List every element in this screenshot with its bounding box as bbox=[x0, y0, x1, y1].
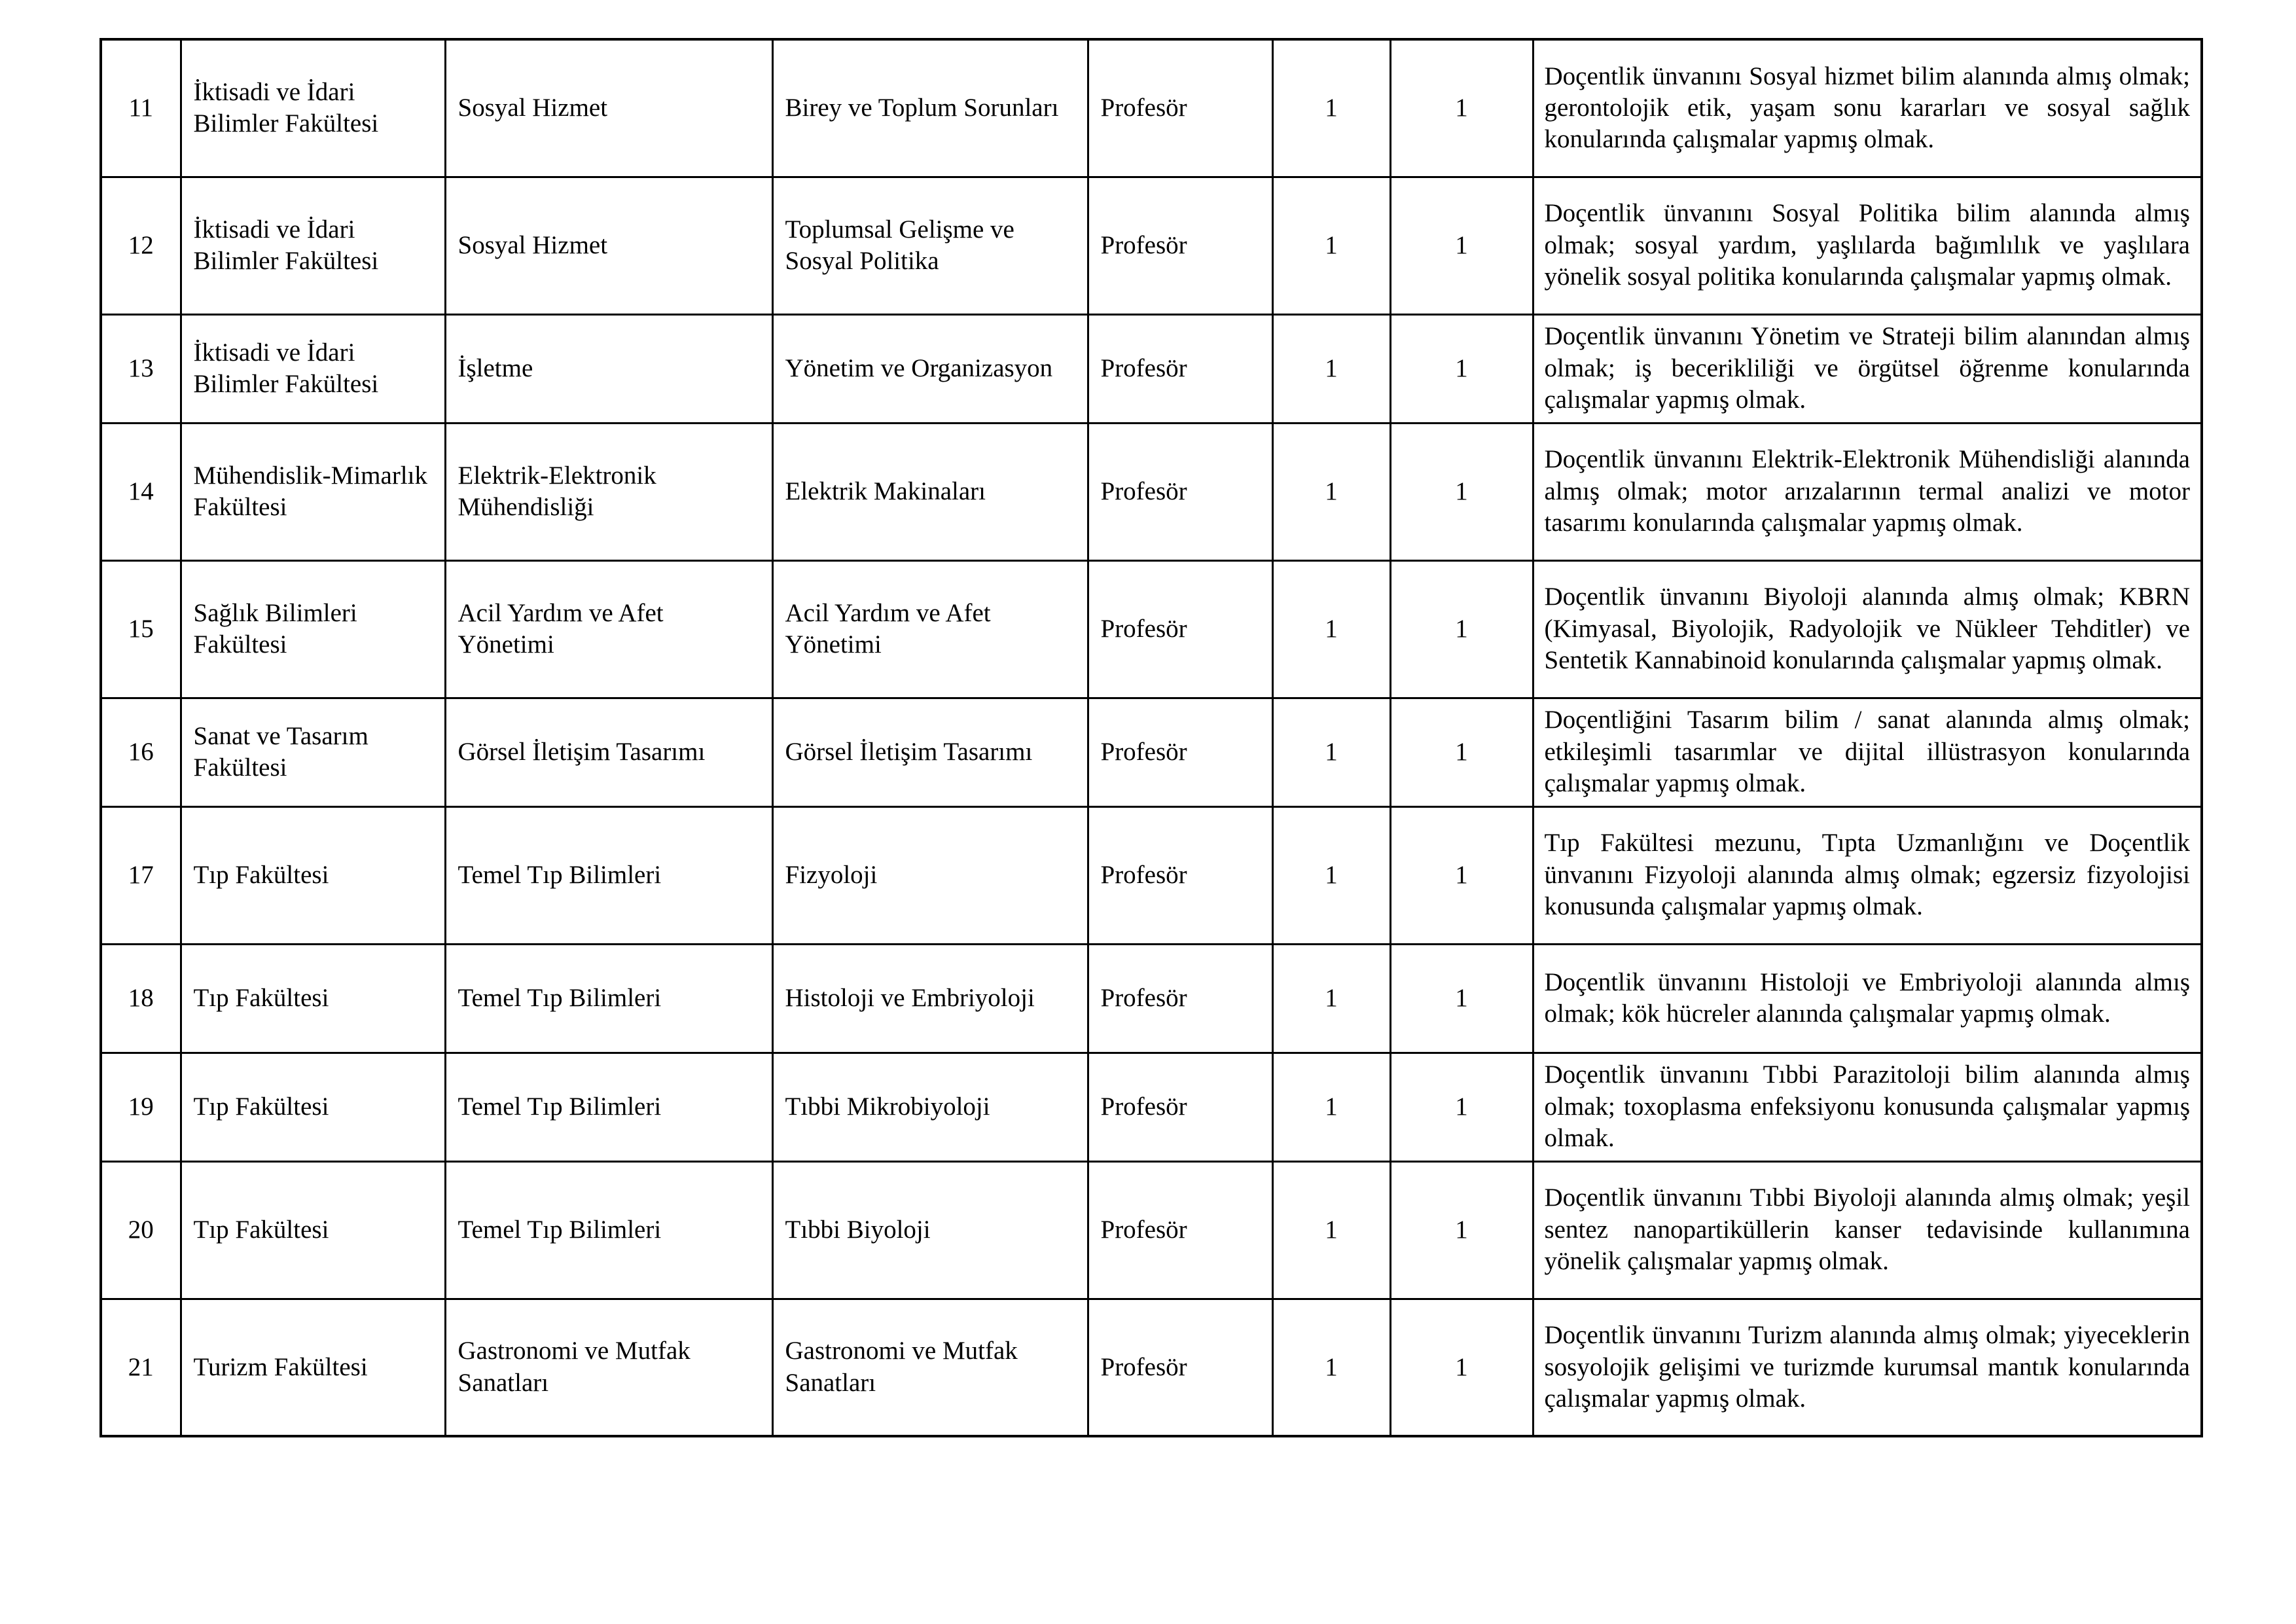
cell-department: Temel Tıp Bilimleri bbox=[445, 1053, 772, 1161]
cell-requirements: Doçentlik ünvanını Histoloji ve Embriyoloji alanında almış olmak; kök hücreler alanında çalışmalar yapmış olmak. bbox=[1533, 944, 2202, 1053]
cell-row-number: 18 bbox=[101, 944, 181, 1053]
cell-title: Profesör bbox=[1088, 560, 1272, 698]
cell-count: 1 bbox=[1390, 560, 1533, 698]
cell-row-number: 12 bbox=[101, 177, 181, 314]
cell-title: Profesör bbox=[1088, 944, 1272, 1053]
cell-requirements: Doçentlik ünvanını Turizm alanında almış olmak; yiyeceklerin sosyolojik gelişimi ve turizmde kurumsal mantık konularında çalışmalar yapmış olmak. bbox=[1533, 1299, 2202, 1436]
cell-requirements: Doçentlik ünvanını Tıbbi Biyoloji alanında almış olmak; yeşil sentez nanopartiküllerin kanser tedavisinde kullanımına yönelik çalışmalar yapmış olmak. bbox=[1533, 1161, 2202, 1299]
cell-title: Profesör bbox=[1088, 39, 1272, 177]
cell-requirements: Doçentlik ünvanını Tıbbi Parazitoloji bilim alanında almış olmak; toxoplasma enfeksiyonu konusunda çalışmalar yapmış olmak. bbox=[1533, 1053, 2202, 1161]
table-row bbox=[101, 560, 2202, 698]
cell-department: Görsel İletişim Tasarımı bbox=[445, 698, 772, 806]
cell-row-number: 15 bbox=[101, 560, 181, 698]
cell-department: Elektrik-Elektronik Mühendisliği bbox=[445, 423, 772, 560]
cell-program: Birey ve Toplum Sorunları bbox=[772, 39, 1088, 177]
cell-program: Histoloji ve Embriyoloji bbox=[772, 944, 1088, 1053]
cell-requirements: Doçentlik ünvanını Yönetim ve Strateji bilim alanından almış olmak; iş becerikliliği ve örgütsel öğrenme konularında çalışmalar yapmış olmak. bbox=[1533, 314, 2202, 423]
cell-faculty: İktisadi ve İdari Bilimler Fakültesi bbox=[181, 39, 445, 177]
table-row bbox=[101, 806, 2202, 944]
cell-program: Görsel İletişim Tasarımı bbox=[772, 698, 1088, 806]
table-row bbox=[101, 423, 2202, 560]
cell-degree: 1 bbox=[1272, 423, 1390, 560]
cell-count: 1 bbox=[1390, 39, 1533, 177]
cell-degree: 1 bbox=[1272, 944, 1390, 1053]
cell-faculty: Tıp Fakültesi bbox=[181, 944, 445, 1053]
cell-faculty: Sanat ve Tasarım Fakültesi bbox=[181, 698, 445, 806]
cell-title: Profesör bbox=[1088, 1053, 1272, 1161]
cell-department: Temel Tıp Bilimleri bbox=[445, 944, 772, 1053]
cell-department: Sosyal Hizmet bbox=[445, 39, 772, 177]
cell-faculty: Mühendislik-Mimarlık Fakültesi bbox=[181, 423, 445, 560]
cell-title: Profesör bbox=[1088, 698, 1272, 806]
cell-count: 1 bbox=[1390, 177, 1533, 314]
table-row bbox=[101, 177, 2202, 314]
cell-faculty: İktisadi ve İdari Bilimler Fakültesi bbox=[181, 314, 445, 423]
cell-degree: 1 bbox=[1272, 314, 1390, 423]
cell-department: Temel Tıp Bilimleri bbox=[445, 1161, 772, 1299]
cell-row-number: 19 bbox=[101, 1053, 181, 1161]
cell-requirements: Doçentlik ünvanını Elektrik-Elektronik Mühendisliği alanında almış olmak; motor arızalarının termal analizi ve motor tasarımı konularında çalışmalar yapmış olmak. bbox=[1533, 423, 2202, 560]
cell-department: Gastronomi ve Mutfak Sanatları bbox=[445, 1299, 772, 1436]
table-row bbox=[101, 314, 2202, 423]
cell-row-number: 16 bbox=[101, 698, 181, 806]
cell-count: 1 bbox=[1390, 423, 1533, 560]
table-row bbox=[101, 944, 2202, 1053]
cell-program: Gastronomi ve Mutfak Sanatları bbox=[772, 1299, 1088, 1436]
cell-count: 1 bbox=[1390, 314, 1533, 423]
cell-row-number: 13 bbox=[101, 314, 181, 423]
cell-department: İşletme bbox=[445, 314, 772, 423]
cell-count: 1 bbox=[1390, 944, 1533, 1053]
cell-title: Profesör bbox=[1088, 806, 1272, 944]
cell-program: Toplumsal Gelişme ve Sosyal Politika bbox=[772, 177, 1088, 314]
cell-degree: 1 bbox=[1272, 1161, 1390, 1299]
cell-title: Profesör bbox=[1088, 314, 1272, 423]
cell-department: Sosyal Hizmet bbox=[445, 177, 772, 314]
cell-program: Tıbbi Mikrobiyoloji bbox=[772, 1053, 1088, 1161]
table-row bbox=[101, 39, 2202, 177]
cell-count: 1 bbox=[1390, 806, 1533, 944]
cell-requirements: Doçentlik ünvanını Sosyal Politika bilim alanında almış olmak; sosyal yardım, yaşlılarda bağımlılık ve yaşlılara yönelik sosyal politika konularında çalışmalar yapmış olmak. bbox=[1533, 177, 2202, 314]
cell-program: Elektrik Makinaları bbox=[772, 423, 1088, 560]
cell-requirements: Doçentlik ünvanını Biyoloji alanında almış olmak; KBRN (Kimyasal, Biyolojik, Radyolojik ve Nükleer Tehditler) ve Sentetik Kannabinoid konularında çalışmalar yapmış olmak. bbox=[1533, 560, 2202, 698]
cell-count: 1 bbox=[1390, 1299, 1533, 1436]
table-row bbox=[101, 1299, 2202, 1436]
cell-faculty: Tıp Fakültesi bbox=[181, 1053, 445, 1161]
cell-faculty: Sağlık Bilimleri Fakültesi bbox=[181, 560, 445, 698]
table-row bbox=[101, 1053, 2202, 1161]
cell-degree: 1 bbox=[1272, 1299, 1390, 1436]
cell-row-number: 20 bbox=[101, 1161, 181, 1299]
cell-degree: 1 bbox=[1272, 560, 1390, 698]
cell-requirements: Doçentliğini Tasarım bilim / sanat alanında almış olmak; etkileşimli tasarımlar ve dijital illüstrasyon konularında çalışmalar yapmış olmak. bbox=[1533, 698, 2202, 806]
cell-count: 1 bbox=[1390, 1161, 1533, 1299]
cell-count: 1 bbox=[1390, 1053, 1533, 1161]
cell-faculty: İktisadi ve İdari Bilimler Fakültesi bbox=[181, 177, 445, 314]
cell-degree: 1 bbox=[1272, 806, 1390, 944]
cell-requirements: Doçentlik ünvanını Sosyal hizmet bilim alanında almış olmak; gerontolojik etik, yaşam sonu kararları ve sosyal sağlık konularında çalışmalar yapmış olmak. bbox=[1533, 39, 2202, 177]
cell-faculty: Tıp Fakültesi bbox=[181, 806, 445, 944]
cell-degree: 1 bbox=[1272, 177, 1390, 314]
cell-program: Yönetim ve Organizasyon bbox=[772, 314, 1088, 423]
cell-degree: 1 bbox=[1272, 1053, 1390, 1161]
cell-row-number: 11 bbox=[101, 39, 181, 177]
table-row bbox=[101, 698, 2202, 806]
cell-program: Acil Yardım ve Afet Yönetimi bbox=[772, 560, 1088, 698]
academic-positions-table bbox=[99, 38, 2203, 1437]
cell-title: Profesör bbox=[1088, 1299, 1272, 1436]
cell-count: 1 bbox=[1390, 698, 1533, 806]
cell-row-number: 21 bbox=[101, 1299, 181, 1436]
cell-title: Profesör bbox=[1088, 177, 1272, 314]
cell-degree: 1 bbox=[1272, 39, 1390, 177]
table-body bbox=[101, 39, 2202, 1436]
cell-title: Profesör bbox=[1088, 1161, 1272, 1299]
cell-program: Tıbbi Biyoloji bbox=[772, 1161, 1088, 1299]
cell-row-number: 14 bbox=[101, 423, 181, 560]
cell-degree: 1 bbox=[1272, 698, 1390, 806]
cell-row-number: 17 bbox=[101, 806, 181, 944]
cell-title: Profesör bbox=[1088, 423, 1272, 560]
cell-requirements: Tıp Fakültesi mezunu, Tıpta Uzmanlığını ve Doçentlik ünvanını Fizyoloji alanında almış olmak; egzersiz fizyolojisi konusunda çalışmalar yapmış olmak. bbox=[1533, 806, 2202, 944]
cell-department: Acil Yardım ve Afet Yönetimi bbox=[445, 560, 772, 698]
cell-faculty: Turizm Fakültesi bbox=[181, 1299, 445, 1436]
cell-program: Fizyoloji bbox=[772, 806, 1088, 944]
cell-department: Temel Tıp Bilimleri bbox=[445, 806, 772, 944]
cell-faculty: Tıp Fakültesi bbox=[181, 1161, 445, 1299]
table-row bbox=[101, 1161, 2202, 1299]
